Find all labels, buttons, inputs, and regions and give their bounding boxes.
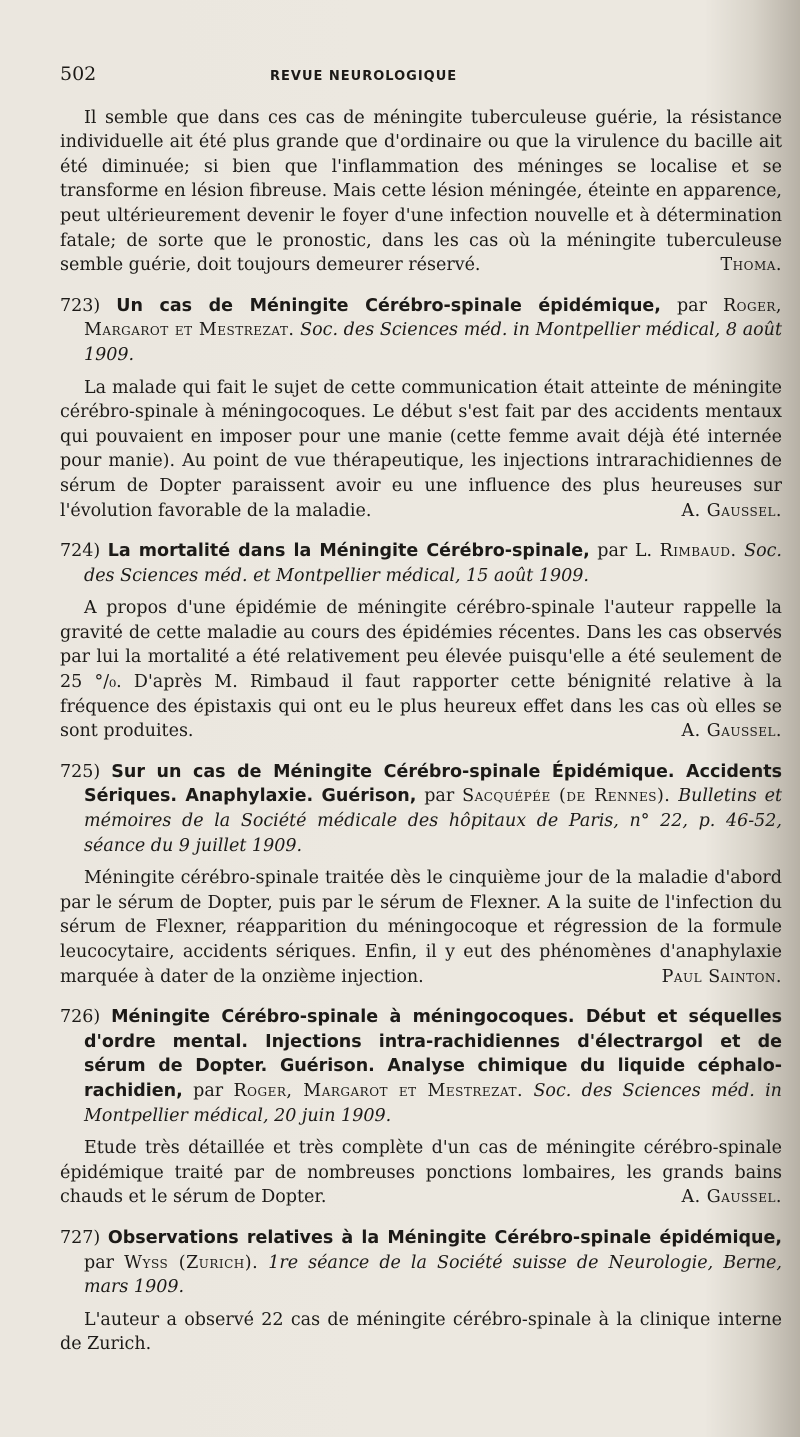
entry-title: Sur un cas de Méningite Cérébro-spinale Épidémique. Accidents Sériques. Anaphylaxie. Guérison,	[84, 761, 782, 807]
entry-source: Bulletins et mémoires de la Société médicale des hôpitaux de Paris, n° 22, p. 46-52, séance du 9 juillet 1909.	[84, 786, 782, 856]
entry-by: par	[424, 786, 455, 807]
entry-by: par	[193, 1080, 224, 1101]
running-title: REVUE NEUROLOGIQUE	[270, 69, 458, 84]
entry-number: 727)	[60, 1227, 101, 1248]
entry-source: Soc. des Sciences méd. in Montpellier médical, 8 août 1909.	[84, 320, 782, 365]
entry-by: par	[676, 295, 707, 316]
entry-heading	[60, 760, 782, 858]
entry-number: 725)	[60, 761, 101, 782]
entry-title: La mortalité dans la Méningite Cérébro-spinale,	[107, 541, 590, 562]
entry-signature: A. Gaussel.	[681, 721, 782, 742]
entry-title: Un cas de Méningite Cérébro-spinale épidémique,	[116, 295, 661, 316]
entry-authors: Roger, Margarot et Mestrezat.	[233, 1080, 524, 1101]
text-column	[60, 62, 782, 1357]
entry-body: Etude très détaillée et très complète d'un cas de méningite cérébro-spinale épidémique traité par de nombreuses ponctions lombaires, les grands bains chauds et le sérum de Dopter.	[60, 1138, 782, 1208]
entry-number: 724)	[60, 541, 101, 562]
entry-724	[60, 539, 782, 744]
intro-signature: Thoma.	[720, 255, 782, 276]
entry-source: 1re séance de la Société suisse de Neurologie, Berne, mars 1909.	[84, 1252, 782, 1298]
entry-authors: Rimbaud.	[659, 541, 737, 562]
entry-title: Méningite Cérébro-spinale à méningocoques. Début et séquelles d'ordre mental. Injections intra-rachidiennes d'électrargol et de sérum de Dopter. Guérison. Analyse chimique du liquide céphalo-rachidien,	[84, 1007, 782, 1101]
entry-726	[60, 1005, 782, 1210]
entry-authors: Roger, Margarot et Mestrezat.	[84, 295, 782, 341]
entry-number: 723)	[60, 295, 101, 316]
entry-heading	[60, 539, 782, 588]
entry-title: Observations relatives à la Méningite Cérébro-spinale épidémique,	[107, 1227, 782, 1248]
page-number: 502	[60, 63, 97, 85]
entry-heading	[60, 294, 782, 368]
entry-signature: A. Gaussel.	[681, 500, 782, 521]
entry-body: L'auteur a observé 22 cas de méningite cérébro-spinale à la clinique interne de Zurich.	[60, 1309, 782, 1355]
entry-by: par L.	[597, 541, 653, 562]
entry-725	[60, 760, 782, 989]
entry-body: Méningite cérébro-spinale traitée dès le cinquième jour de la maladie d'abord par le sérum de Dopter, puis par le sérum de Flexner. A la suite de l'infection du sérum de Flexner, réapparition du méningocoque et régression de la formule leucocytaire, accidents sériques. Enfin, il y eut des phénomènes d'anaphylaxie marquée à dater de la onzième injection.	[60, 868, 782, 987]
entry-authors: Wyss (Zurich).	[124, 1252, 259, 1273]
entry-source: Soc. des Sciences méd. et Montpellier médical, 15 août 1909.	[84, 541, 782, 586]
entry-body: La malade qui fait le sujet de cette communication était atteinte de méningite cérébro-spinale à méningocoques. Le début s'est fait par des accidents mentaux qui pouvaient en imposer pour une manie (cette femme avait déjà été internée pour manie). Au point de vue thérapeutique, les injections intrarachidiennes de sérum de Dopter paraissent avoir eu une influence des plus heureuses sur l'évolution favorable de la maladie.	[60, 377, 782, 521]
entry-signature: Paul Sainton.	[661, 966, 782, 987]
page-header	[60, 62, 782, 90]
entry-number: 726)	[60, 1007, 101, 1028]
entry-723	[60, 294, 782, 523]
entry-heading	[60, 1005, 782, 1128]
entry-heading	[60, 1226, 782, 1300]
entry-727	[60, 1226, 782, 1357]
entry-source: Soc. des Sciences méd. in Montpellier médical, 20 juin 1909.	[84, 1080, 782, 1126]
entry-authors: Sacquépée (de Rennes).	[462, 786, 671, 807]
intro-paragraph: Il semble que dans ces cas de méningite tuberculeuse guérie, la résistance individuelle ait été plus grande que d'ordinaire ou que la virulence du bacille ait été diminuée; si bien que l'inflammation des méninges se localise et se transforme en lésion fibreuse. Mais cette lésion méningée, éteinte en apparence, peut ultérieurement devenir le foyer d'une infection nouvelle et à détermination fatale; de sorte que le pronostic, dans les cas où la méningite tuberculeuse semble guérie, doit toujours demeurer réservé.	[60, 107, 782, 276]
entry-body: A propos d'une épidémie de méningite cérébro-spinale l'auteur rappelle la gravité de cette maladie au cours des épidémies récentes. Dans les cas observés par lui la mortalité a été relativement peu élevée puisqu'elle a été seulement de 25 °/₀. D'après M. Rimbaud il faut rapporter cette bénignité relative à la fréquence des épistaxis qui ont eu le plus heureux effet dans les cas où elles se sont produites.	[60, 598, 782, 742]
entry-signature: A. Gaussel.	[681, 1187, 782, 1208]
entry-by: par	[84, 1252, 115, 1273]
